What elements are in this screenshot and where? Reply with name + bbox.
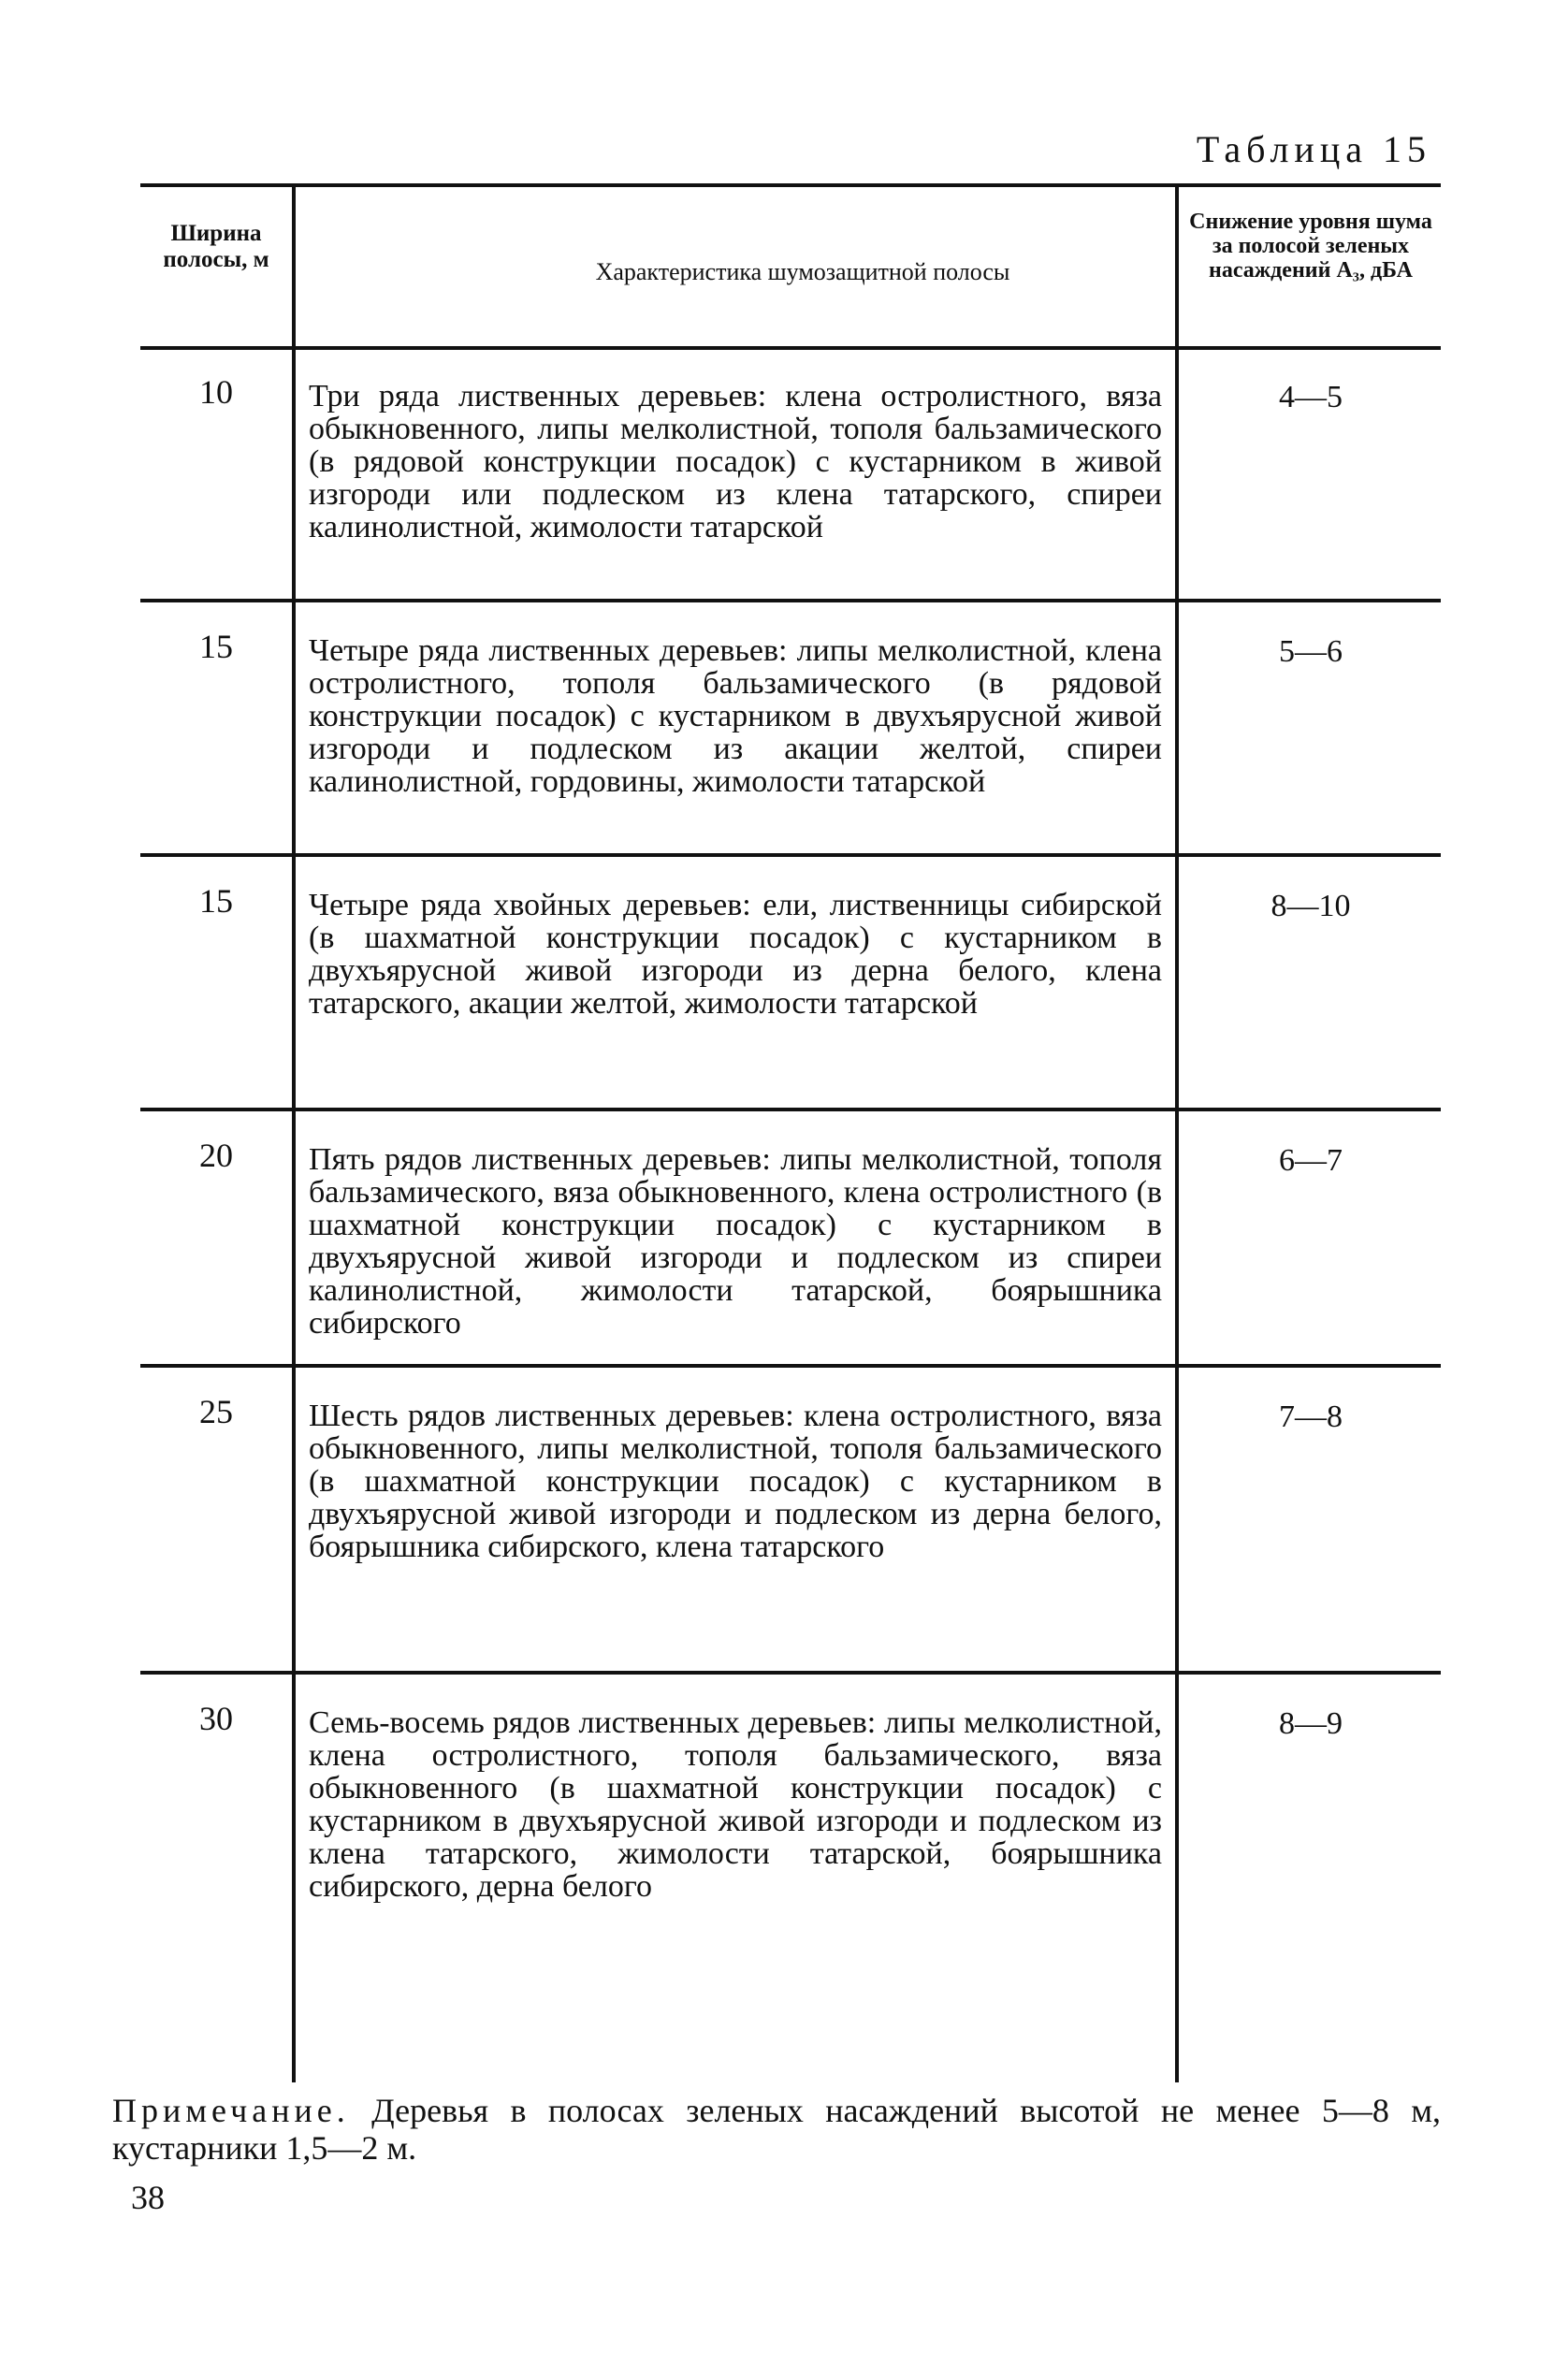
row-reduction: 7—8 xyxy=(1279,1400,1343,1434)
row-reduction: 5—6 xyxy=(1279,634,1343,669)
row-description: Пять рядов лиственных деревьев: липы мелколистной, тополя бальзамического, вяза обыкновенного, клена остролистного (в шахматной конструкции посадок) с кустарником в двухъярусной живой изгороди и подлеском из спиреи калинолистной, жимолости татарской, боярышника сибирского xyxy=(309,1142,1162,1341)
row-width: 20 xyxy=(199,1137,233,1174)
row-separator xyxy=(140,599,1441,602)
note-text: Деревья в полосах зеленых насаждений высотой не менее 5—8 м, кустарники 1,5—2 м. xyxy=(112,2092,1441,2167)
row-description: Три ряда лиственных деревьев: клена остролистного, вяза обыкновенного, липы мелколистной, тополя бальзамического (в рядовой конструкции посадок) с кустарником в живой изгороди или подлеском из клена татарского, спиреи калинолистной, жимолости татарской xyxy=(309,379,1162,544)
table-title: Таблица 15 xyxy=(1196,128,1431,170)
row-reduction: 6—7 xyxy=(1279,1143,1343,1178)
row-description: Четыре ряда хвойных деревьев: ели, лиственницы сибирской (в шахматной конструкции посадок) с кустарником в двухъярусной живой изгороди из дерна белого, клена татарского, акации желтой, жимолости татарской xyxy=(309,888,1162,1021)
row-description: Семь-восемь рядов лиственных деревьев: липы мелколистной, клена остролистного, тополя бальзамического, вяза обыкновенного (в шахматной конструкции посадок) с кустарником в двухъярусной живой изгороди и подлеском из клена татарского, жимолости татарской, боярышника сибирского, дерна белого xyxy=(309,1705,1162,1904)
column-divider-left xyxy=(292,183,296,2082)
row-width: 15 xyxy=(199,628,233,665)
row-width: 10 xyxy=(199,373,233,411)
table-note xyxy=(112,2092,1441,2167)
row-separator xyxy=(140,853,1441,857)
column-divider-right xyxy=(1175,183,1179,2082)
row-separator xyxy=(140,1671,1441,1675)
header-bottom-rule xyxy=(140,346,1441,350)
data-table xyxy=(140,183,1441,2082)
note-label: Примечание. xyxy=(112,2092,350,2129)
row-description: Шесть рядов лиственных деревьев: клена остролистного, вяза обыкновенного, липы мелколистной, тополя бальзамического (в шахматной конструкции посадок) с кустарником в двухъярусной живой изгороди и подлеском из дерна белого, боярышника сибирского, клена татарского xyxy=(309,1399,1162,1564)
row-width: 30 xyxy=(199,1700,233,1737)
row-separator xyxy=(140,1364,1441,1368)
table-top-rule xyxy=(140,183,1441,187)
row-width: 15 xyxy=(199,882,233,920)
page-number: 38 xyxy=(131,2179,165,2216)
row-separator xyxy=(140,1108,1441,1111)
row-width: 25 xyxy=(199,1393,233,1430)
header-width: Ширина полосы, м xyxy=(163,221,269,272)
row-reduction: 4—5 xyxy=(1279,380,1343,414)
header-description: Характеристика шумозащитной полосы xyxy=(595,258,1010,285)
row-reduction: 8—10 xyxy=(1270,889,1351,923)
header-reduction: Снижение уровня шума за полосой зеленых насаждений А₃, дБА xyxy=(1189,210,1432,283)
row-reduction: 8—9 xyxy=(1279,1706,1343,1741)
row-description: Четыре ряда лиственных деревьев: липы мелколистной, клена остролистного, тополя бальзамического (в рядовой конструкции посадок) с кустарником в двухъярусной живой изгороди и подлеском из акации желтой, спиреи калинолистной, гордовины, жимолости татарской xyxy=(309,633,1162,799)
